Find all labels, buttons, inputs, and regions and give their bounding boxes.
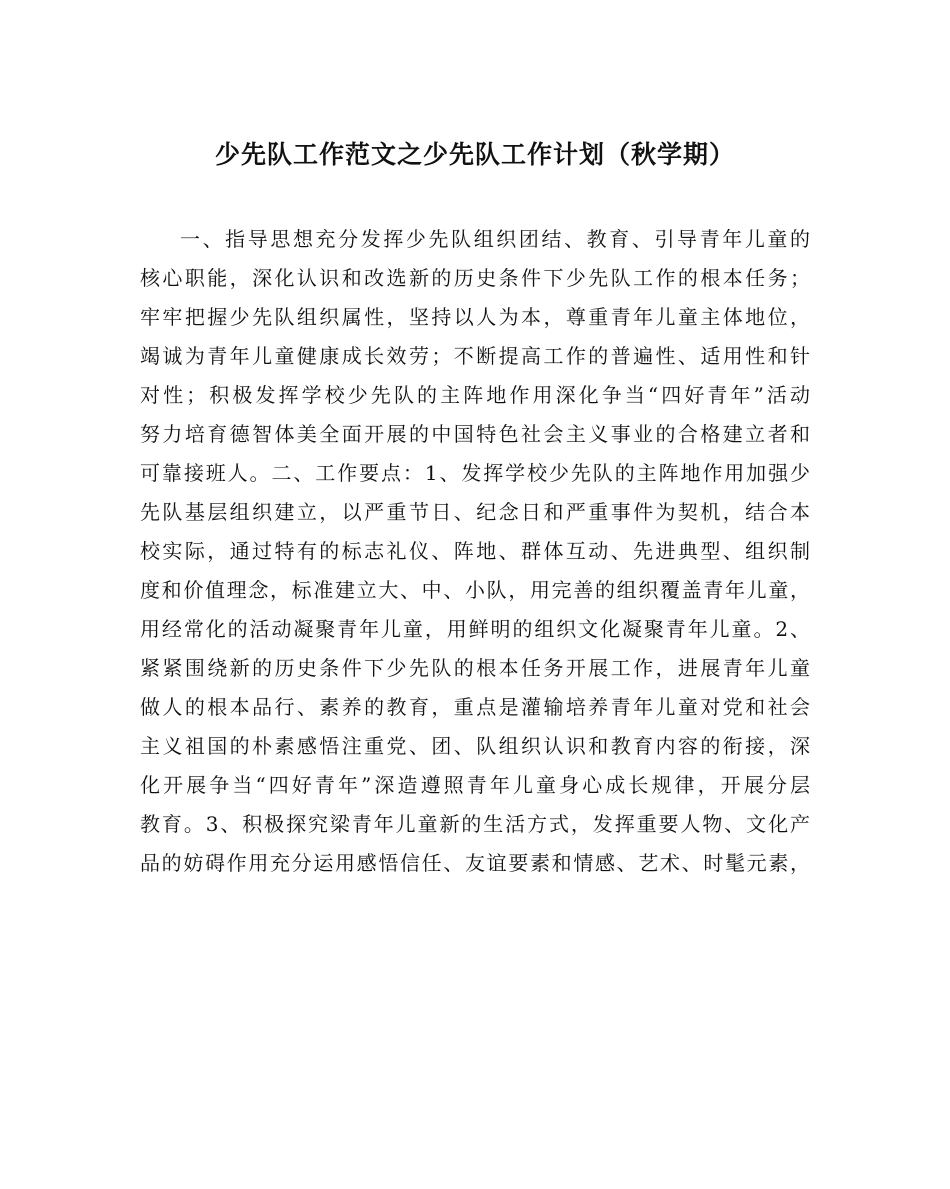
- body-line: 对性；积极发挥学校少先队的主阵地作用深化争当“四好青年”活动: [140, 383, 810, 407]
- body-line: 品的妨碍作用充分运用感悟信任、友谊要素和情感、艺术、时髦元素，: [140, 851, 810, 875]
- body-line: 校实际，通过特有的标志礼仪、阵地、群体互动、先进典型、组织制: [140, 539, 810, 563]
- body-line: 一、指导思想充分发挥少先队组织团结、教育、引导青年儿童的: [180, 227, 810, 251]
- document-body: [140, 220, 810, 883]
- body-line: 核心职能，深化认识和改选新的历史条件下少先队工作的根本任务；: [140, 266, 810, 290]
- body-line: 紧紧围绕新的历史条件下少先队的根本任务开展工作，进展青年儿童: [140, 656, 810, 680]
- body-line: 用经常化的活动凝聚青年儿童，用鲜明的组织文化凝聚青年儿童。2、: [140, 617, 810, 641]
- body-line: 度和价值理念，标准建立大、中、小队，用完善的组织覆盖青年儿童，: [140, 578, 810, 602]
- body-line: 先队基层组织建立，以严重节日、纪念日和严重事件为契机，结合本: [140, 500, 810, 524]
- body-line: 主义祖国的朴素感悟注重党、团、队组织认识和教育内容的衔接，深: [140, 734, 810, 758]
- body-line: 教育。3、积极探究梁青年儿童新的生活方式，发挥重要人物、文化产: [140, 812, 810, 836]
- document-title: 少先队工作范文之少先队工作计划（秋学期）: [214, 140, 735, 169]
- body-line: 可靠接班人。二、工作要点：1、发挥学校少先队的主阵地作用加强少: [140, 461, 810, 485]
- body-line: 做人的根本品行、素养的教育，重点是灌输培养青年儿童对党和社会: [140, 695, 810, 719]
- body-line: 化开展争当“四好青年”深造遵照青年儿童身心成长规律，开展分层: [140, 773, 810, 797]
- body-line: 竭诚为青年儿童健康成长效劳；不断提高工作的普遍性、适用性和针: [140, 344, 810, 368]
- body-line: 努力培育德智体美全面开展的中国特色社会主义事业的合格建立者和: [140, 422, 810, 446]
- body-line: 牢牢把握少先队组织属性，坚持以人为本，尊重青年儿童主体地位，: [140, 305, 810, 329]
